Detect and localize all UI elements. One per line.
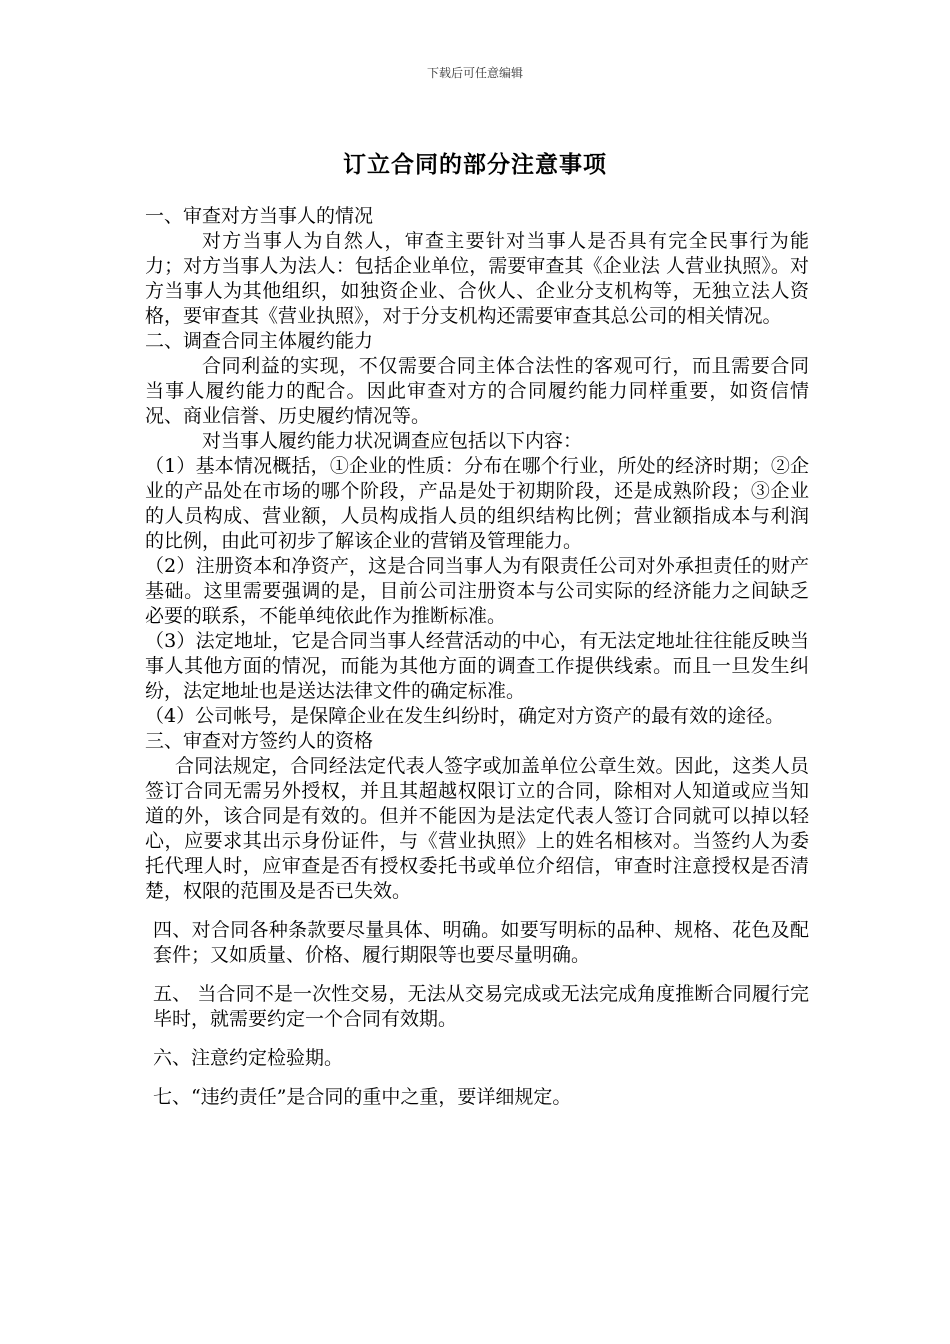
document-body bbox=[145, 204, 809, 1110]
list-item: （2）注册资本和净资产，这是合同当事人为有限责任公司对外承担责任的财产基础。这里需要强调的是，目前公司注册资本与公司实际的经济能力之间缺乏必要的联系，不能单纯依此作为推断标准。 bbox=[145, 555, 809, 627]
section-heading-3: 三、审查对方签约人的资格 bbox=[145, 730, 374, 752]
paragraph: 合同利益的实现，不仅需要合同主体合法性的客观可行，而且需要合同当事人履约能力的配合。因此审查对方的合同履约能力同样重要，如资信情况、商业信誉、历史履约情况等。 bbox=[145, 355, 809, 427]
list-item: （1）基本情况概括，①企业的性质：分布在哪个行业，所处的经济时期；②企业的产品处在市场的哪个阶段，产品是处于初期阶段，还是成熟阶段；③企业的人员构成、营业额，人员构成指人员的组织结构比例；营业额指成本与利润的比例，由此可初步了解该企业的营销及管理能力。 bbox=[145, 455, 809, 552]
document-title: 订立合同的部分注意事项 bbox=[343, 151, 607, 178]
section-heading-4: 四、对合同各种条款要尽量具体、明确。如要写明标的品种、规格、花色及配套件；又如质量、价格、履行期限等也要尽量明确。 bbox=[153, 919, 809, 966]
paragraph: 对方当事人为自然人，审查主要针对当事人是否具有完全民事行为能力；对方当事人为法人：包括企业单位，需要审查其《企业法 人营业执照》。对方当事人为其他组织，如独资企业、合伙人、企业分支机构等，无独立法人资格，要审查其《营业执照》，对于分支机构还需要审查其总公司的相关情况。 bbox=[145, 230, 809, 327]
list-item: （3）法定地址，它是合同当事人经营活动的中心，有无法定地址往往能反映当事人其他方面的情况，而能为其他方面的调查工作提供线索。而且一旦发生纠纷，法定地址也是送达法律文件的确定标准。 bbox=[145, 630, 809, 702]
section-heading-5: 五、 当合同不是一次性交易，无法从交易完成或无法完成角度推断合同履行完毕时，就需要约定一个合同有效期。 bbox=[153, 983, 809, 1030]
paragraph: 对当事人履约能力状况调查应包括以下内容： bbox=[202, 430, 583, 452]
section-heading-2: 二、调查合同主体履约能力 bbox=[145, 330, 374, 352]
paragraph: 合同法规定，合同经法定代表人签字或加盖单位公章生效。因此，这类人员签订合同无需另外授权，并且其超越权限订立的合同，除相对人知道或应当知道的外，该合同是有效的。但并不能因为是法定代表人签订合同就可以掉以轻心，应要求其出示身份证件，与《营业执照》上的姓名相核对。当签约人为委托代理人时，应审查是否有授权委托书或单位介绍信，审查时注意授权是否清楚，权限的范围及是否已失效。 bbox=[145, 755, 809, 902]
list-item: （4）公司帐号，是保障企业在发生纠纷时，确定对方资产的最有效的途径。 bbox=[145, 705, 785, 727]
section-heading-1: 一、审查对方当事人的情况 bbox=[145, 205, 374, 227]
section-heading-6: 六、注意约定检验期。 bbox=[153, 1047, 344, 1069]
header-note: 下载后可任意编辑 bbox=[426, 66, 523, 80]
section-heading-7: 七、“违约责任”是合同的重中之重，要详细规定。 bbox=[153, 1086, 572, 1108]
